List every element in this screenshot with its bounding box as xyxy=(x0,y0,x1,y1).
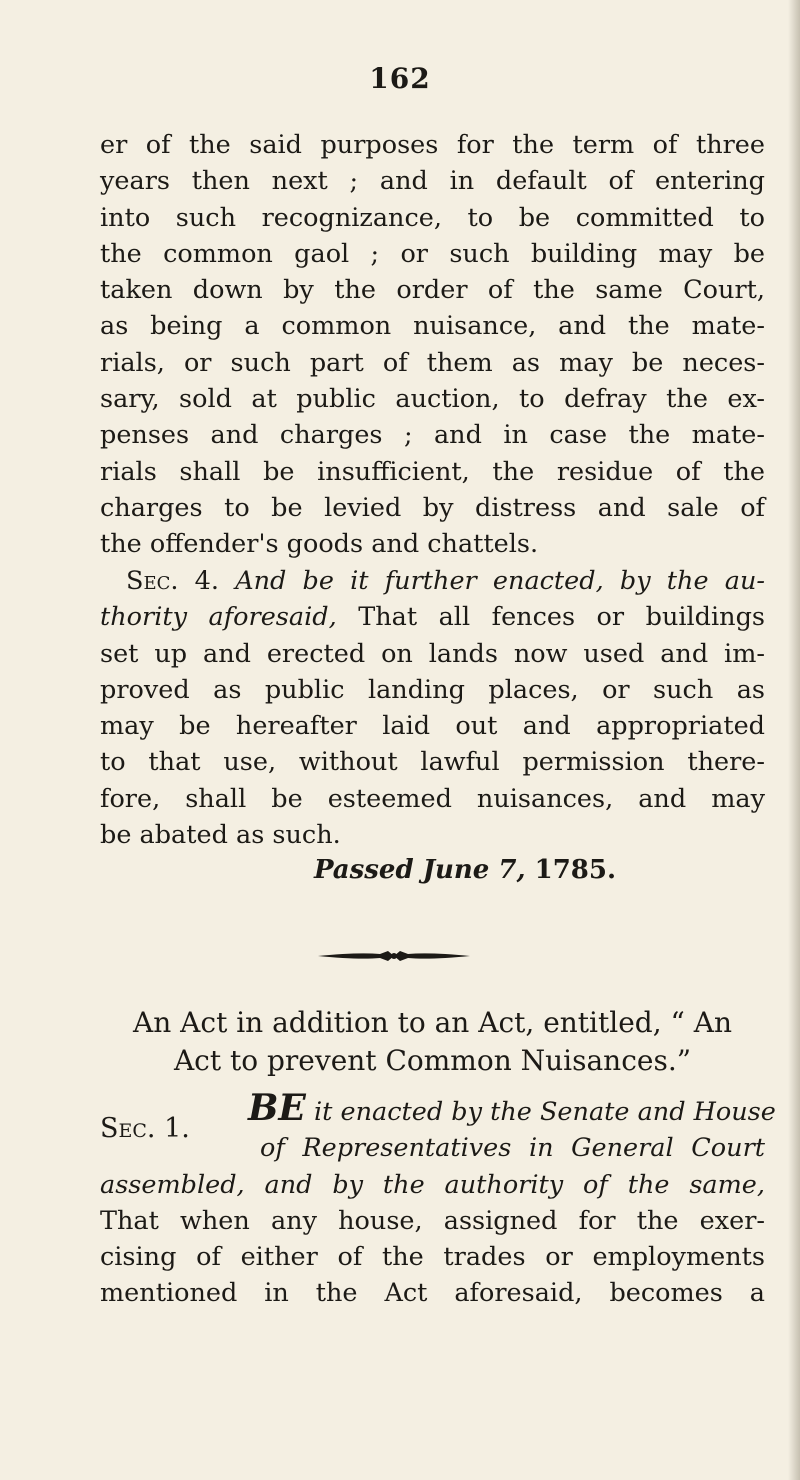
drop-letters: BE xyxy=(248,1087,306,1129)
text-line: er of the said purposes for the term of three xyxy=(100,130,765,160)
text-line: assembled, and by the authority of the same, xyxy=(100,1169,765,1200)
section-4-first-line xyxy=(100,563,765,599)
page-edge-shadow xyxy=(788,0,800,1480)
passed-text: Passed June 7, xyxy=(313,855,526,885)
section-1 xyxy=(100,1087,776,1312)
heading-line: An Act in addition to an Act, entitled, “ An xyxy=(133,1006,732,1039)
text-line: as being a common nuisance, and the mate- xyxy=(100,311,765,342)
text-line: may be hereafter laid out and appropriated xyxy=(100,711,765,742)
text-line: cising of either of the trades or employments xyxy=(100,1242,765,1273)
text-line: proved as public landing places, or such as xyxy=(100,674,765,705)
text-line: taken down by the order of the same Court, xyxy=(100,275,765,306)
roman-run: That all fences or buildings xyxy=(336,602,765,633)
act-heading xyxy=(100,1004,765,1080)
text-line xyxy=(100,599,765,635)
italic-run: thority aforesaid, xyxy=(100,602,337,633)
heading-line: Act to prevent Common Nuisances.” xyxy=(173,1044,692,1077)
text-line: of Representatives in General Court xyxy=(260,1133,765,1164)
text-line: That when any house, assigned for the exer- xyxy=(100,1205,765,1236)
text-line: into such recognizance, to be committed to xyxy=(100,202,765,233)
text-line: fore, shall be esteemed nuisances, and may xyxy=(100,783,765,814)
text-line: the common gaol ; or such building may be xyxy=(100,238,765,269)
text-line: be abated as such. xyxy=(100,820,341,851)
text-line: sary, sold at public auction, to defray the ex- xyxy=(100,384,765,415)
text-line: rials shall be insufficient, the residue of the xyxy=(100,456,765,487)
page-number: 162 xyxy=(369,62,431,95)
text-line: mentioned in the Act aforesaid, becomes a xyxy=(100,1278,765,1309)
text-line: rials, or such part of them as may be neces- xyxy=(100,347,765,378)
section-3-continuation xyxy=(100,127,765,563)
text-line: set up and erected on lands now used and im- xyxy=(100,638,765,669)
passed-year: 1785. xyxy=(534,855,617,885)
decorative-rule xyxy=(318,949,470,963)
text-line: penses and charges ; and in case the mate- xyxy=(100,420,765,451)
text-line: years then next ; and in default of entering xyxy=(100,166,765,197)
text-line xyxy=(100,1087,776,1130)
section-label: Sec. 1. xyxy=(100,1113,190,1144)
text-line: charges to be levied by distress and sale of xyxy=(100,492,765,523)
section-label: Sec. 4. xyxy=(126,566,220,596)
passed-date xyxy=(0,855,800,885)
text-line: the offender's goods and chattels. xyxy=(100,529,539,560)
italic-run: it enacted by the Senate and House xyxy=(305,1097,776,1127)
italic-intro: And be it further enacted, by the au- xyxy=(235,566,765,596)
text-line: to that use, without lawful permission there- xyxy=(100,747,765,778)
section-4 xyxy=(100,563,765,853)
